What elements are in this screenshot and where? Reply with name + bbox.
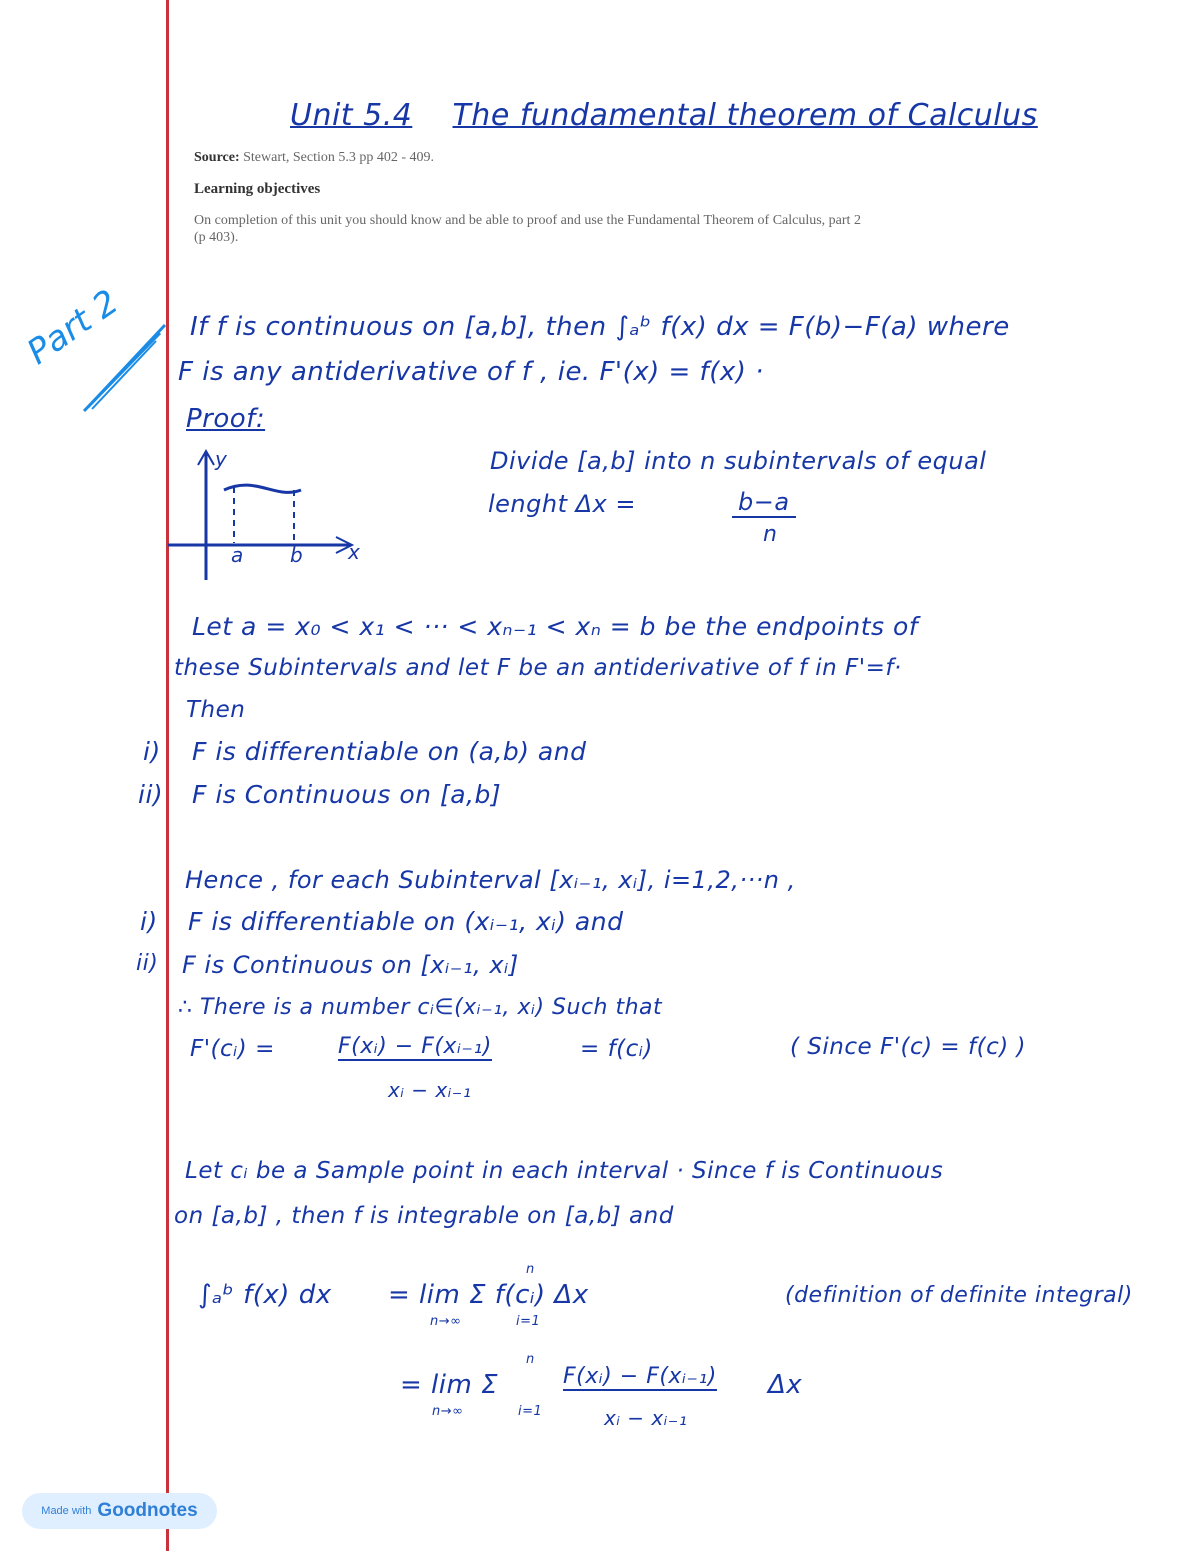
- let-line-1: Let a = x₀ < x₁ < ··· < xₙ₋₁ < xₙ = b be the endpoints of: [192, 612, 919, 641]
- integral-frac-numerator: F(xᵢ) − F(xᵢ₋₁): [563, 1364, 717, 1389]
- let-i-label: i): [143, 737, 161, 766]
- hence-ii-text: F is Continuous on [xᵢ₋₁, xᵢ]: [182, 951, 519, 979]
- let-line-3: Then: [186, 697, 246, 723]
- sketch-graph: [166, 445, 386, 585]
- sum-top-1: n: [526, 1262, 535, 1277]
- deriv-denominator: xᵢ − xᵢ₋₁: [388, 1078, 472, 1102]
- integral-eq-1: = lim Σ f(cᵢ) Δx: [388, 1280, 589, 1310]
- page-title: [290, 98, 1038, 133]
- let-i-text: F is differentiable on (a,b) and: [192, 737, 587, 766]
- hence-line-1: Hence , for each Subinterval [xᵢ₋₁, xᵢ], i=1,2,···n ,: [185, 866, 796, 894]
- divide-denominator: n: [763, 522, 778, 547]
- divide-line-1: Divide [a,b] into n subintervals of equal: [490, 447, 987, 475]
- theorem-line-1: If f is continuous on [a,b], then ∫ₐᵇ f(x) dx = F(b)−F(a) where: [190, 312, 1010, 342]
- since-note: ( Since F'(c) = f(c) ): [790, 1034, 1026, 1060]
- source-label: Source:: [194, 150, 240, 165]
- limit-subscript-2: n→∞: [432, 1404, 464, 1419]
- divide-line-2: lenght Δx =: [488, 490, 636, 518]
- integral-lhs: ∫ₐᵇ f(x) dx: [198, 1280, 332, 1310]
- goodnotes-brand: Goodnotes: [97, 1500, 198, 1521]
- hence-i-text: F is differentiable on (xᵢ₋₁, xᵢ) and: [188, 907, 624, 936]
- sum-bottom-2: i=1: [518, 1404, 543, 1419]
- integral-note: (definition of definite integral): [785, 1283, 1133, 1308]
- goodnotes-badge[interactable]: [22, 1493, 217, 1529]
- objectives-heading: Learning objectives: [194, 181, 321, 197]
- graph-label-y: y: [215, 447, 228, 471]
- therefore-line: ∴ There is a number cᵢ∈(xᵢ₋₁, xᵢ) Such that: [178, 995, 663, 1020]
- integral-frac-denominator: xᵢ − xᵢ₋₁: [604, 1406, 688, 1430]
- sum-bottom-1: i=1: [516, 1314, 541, 1329]
- sample-line-1: Let cᵢ be a Sample point in each interval · Since f is Continuous: [185, 1158, 944, 1184]
- theorem-line-2: F is any antiderivative of f , ie. F'(x) = f(x) ·: [178, 357, 764, 387]
- deriv-rhs: = f(cᵢ): [580, 1036, 653, 1062]
- objectives-text: On completion of this unit you should know and be able to proof and use the Fundamental Theorem of Calculus, part 2 (p 403).: [194, 213, 861, 245]
- graph-label-x: x: [348, 540, 361, 564]
- graph-label-a: a: [231, 543, 244, 567]
- sample-line-2: on [a,b] , then f is integrable on [a,b] and: [174, 1203, 674, 1229]
- made-with-text: Made with: [41, 1505, 92, 1517]
- graph-label-b: b: [290, 543, 304, 567]
- margin-line: [166, 0, 169, 1551]
- hence-i-label: i): [140, 907, 158, 936]
- deriv-numerator: F(xᵢ) − F(xᵢ₋₁): [338, 1034, 492, 1059]
- title-unit: Unit 5.4: [290, 98, 413, 133]
- divide-numerator: b−a: [732, 488, 796, 518]
- proof-label: Proof:: [186, 404, 266, 434]
- let-line-2: these Subintervals and let F be an antiderivative of f in F'=f·: [174, 655, 902, 681]
- let-ii-label: ii): [138, 780, 164, 809]
- part-2-note: Part 2: [20, 282, 126, 373]
- source-line: [194, 150, 434, 166]
- sum-top-2: n: [526, 1352, 535, 1367]
- deriv-lhs: F'(cᵢ) =: [190, 1036, 275, 1062]
- hence-ii-label: ii): [136, 951, 159, 976]
- title-text: The fundamental theorem of Calculus: [452, 98, 1038, 133]
- integral-eq-2-prefix: = lim Σ: [400, 1370, 499, 1400]
- let-ii-text: F is Continuous on [a,b]: [192, 780, 502, 809]
- limit-subscript-1: n→∞: [430, 1314, 462, 1329]
- integral-eq-2-suffix: Δx: [768, 1370, 803, 1400]
- source-text: Stewart, Section 5.3 pp 402 - 409.: [243, 150, 435, 165]
